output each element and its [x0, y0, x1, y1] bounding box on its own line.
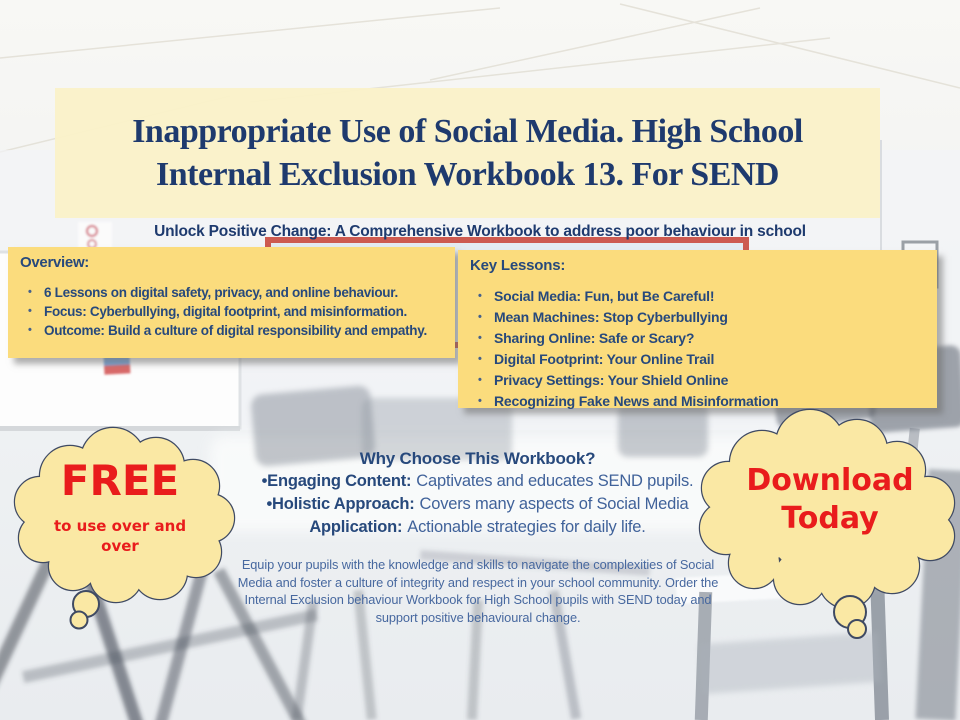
- bullet-marker: •: [478, 353, 482, 365]
- lesson-bullet-3: Sharing Online: Safe or Scary?: [494, 330, 695, 346]
- download-cloud-text[interactable]: [725, 462, 935, 538]
- why-point-2: [230, 493, 725, 516]
- overview-bullet-3: Outcome: Build a culture of digital responsibility and empathy.: [44, 323, 427, 338]
- lesson-bullet-2: Mean Machines: Stop Cyberbullying: [494, 309, 728, 325]
- whiteboard-flag: [104, 355, 131, 374]
- bullet-marker: •: [478, 395, 482, 407]
- lesson-bullet-4: Digital Footprint: Your Online Trail: [494, 351, 715, 367]
- free-subtext: to use over and over: [53, 517, 187, 555]
- list-item: [470, 307, 925, 328]
- point-text: Covers many aspects of Social Media: [419, 495, 689, 513]
- bullet-marker: •: [28, 324, 32, 336]
- page-title-line2: Internal Exclusion Workbook 13. For SEND: [156, 156, 779, 193]
- thought-tail: [834, 596, 866, 638]
- list-item: [20, 283, 443, 302]
- point-label: •Engaging Content:: [261, 472, 412, 490]
- title-banner: [55, 88, 880, 218]
- download-line2: Today: [781, 501, 879, 536]
- bullet-marker: •: [478, 311, 482, 323]
- lesson-bullet-6: Recognizing Fake News and Misinformation: [494, 393, 779, 409]
- point-label: •Holistic Approach:: [266, 495, 415, 513]
- overview-box: [8, 247, 455, 358]
- bullet-marker: •: [28, 305, 32, 317]
- overview-bullet-2: Focus: Cyberbullying, digital footprint, and misinformation.: [44, 304, 407, 319]
- download-line1: Download: [746, 463, 914, 498]
- list-item: [470, 286, 925, 307]
- lesson-bullet-5: Privacy Settings: Your Shield Online: [494, 372, 729, 388]
- why-choose-heading: Why Choose This Workbook?: [359, 449, 596, 468]
- overview-list: [20, 283, 443, 340]
- closing-paragraph: Equip your pupils with the knowledge and skills to navigate the complexities of Social Media and foster a culture of integrity and respect in your school community. Order the Internal Exclusion behaviour Workbook for High School pupils with SEND today and support positive behavioural change.: [237, 557, 719, 625]
- key-lessons-list: [470, 286, 925, 412]
- why-point-1: [230, 470, 725, 493]
- bullet-marker: •: [478, 332, 482, 344]
- overview-heading: Overview:: [20, 254, 90, 271]
- subtitle: Unlock Positive Change: A Comprehensive Workbook to address poor behaviour in school: [154, 223, 806, 240]
- bullet-marker: •: [28, 286, 32, 298]
- point-text: Captivates and educates SEND pupils.: [416, 472, 694, 490]
- free-headline: FREE: [60, 456, 180, 505]
- list-item: [20, 302, 443, 321]
- list-item: [470, 349, 925, 370]
- overview-bullet-1: 6 Lessons on digital safety, privacy, and online behaviour.: [44, 285, 398, 300]
- point-text: Actionable strategies for daily life.: [407, 518, 646, 536]
- bullet-marker: •: [478, 374, 482, 386]
- list-item: [20, 321, 443, 340]
- list-item: [470, 370, 925, 391]
- key-lessons-heading: Key Lessons:: [470, 257, 566, 274]
- free-cloud-text: [20, 458, 220, 556]
- key-lessons-box: [458, 250, 937, 408]
- why-choose-section: [230, 447, 725, 539]
- list-item: [470, 328, 925, 349]
- bullet-marker: •: [478, 290, 482, 302]
- thought-tail: [71, 591, 100, 629]
- why-point-3: [230, 516, 725, 539]
- point-label: Application:: [309, 518, 403, 536]
- lesson-bullet-1: Social Media: Fun, but Be Careful!: [494, 288, 715, 304]
- page-title-line1: Inappropriate Use of Social Media. High School: [132, 113, 803, 150]
